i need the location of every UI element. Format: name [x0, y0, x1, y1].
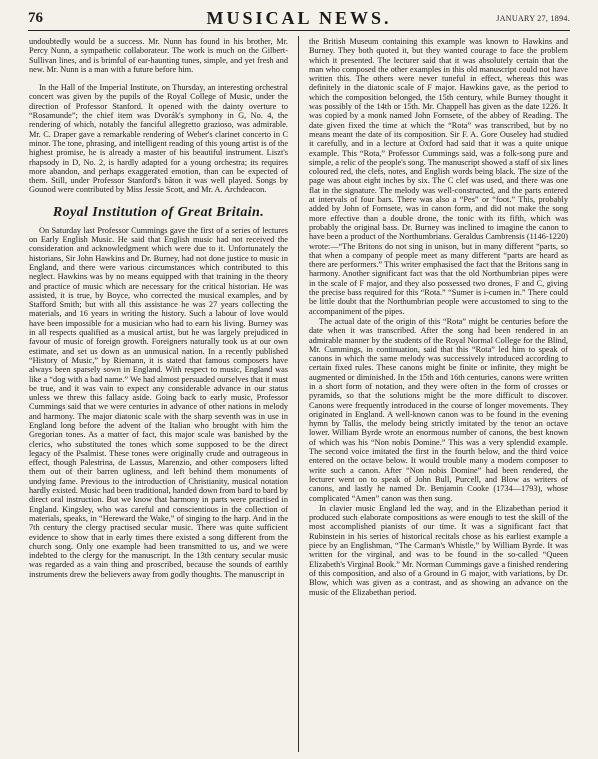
article-paragraph: On Saturday last Professor Cummings gave the first of a series of lectures on Early English Music. He said that English music had not received the consideration and acknowledgment which were due to it. Unfortunately the historians, Sir John Hawkins and Dr. Burney, had not done justice to music in England, and there were various circumstances which contributed to this neglect. Hawkins was by no means equipped with that training in the theory and practice of music which are necessary for the critical historian. He was assisted, it is true, by Boyce, who corrected the musical examples, and by Stafford Smith; but with all this assistance he was 27 years collecting the materials, and 16 years in writing the history. Such a labour of love would have been impossible for a musician who had to earn his living. Burney was in all respects qualified as a musical artist, but he was largely prejudiced in favour of music of foreign growth. Foreigners naturally took us at our own estimate, and set us down as an unmusical nation. In a recently published “History of Music,” by Riemann, it is stated that famous composers have always been sparsely sown in England. With respect to music, England was like a “dog with a bad name.” We had almost persuaded ourselves that it must be true, and it was vain to expect any considerable advance in our status unless we threw this fallacy aside. Going back to early music, Professor Cummings said that we were centuries in advance of other nations in melody and harmony. The major diatonic scale with the sharp seventh was in use in England long before the advent of the Italian who brought with him the Gregorian tones. As a matter of fact, this major scale was banished by the clerics, who substituted the tones which some supposed to be the direct legacy of the Psalmist. These tones were originally crude and outrageous in effect, though Palestrina, de Lassus, Marenzio, and other composers lifted them out of their barren ugliness, and left behind them monuments of undying fame. Previous to the introduction of Christianity, musical notation hardly existed. Music had been traditional, handed down from bard to bard by direct oral instruction. But we know that harmony in parts were practised in England. Kingsley, who was careful and conscientious in the collection of materials, speaks, in “Hereward the Wake,” of singing to the harp. And in the 7th century the clergy practised secular music. There was quite sufficient evidence to show that in early times there existed a song different from the church song. Only one example had been transmitted to us, and we were indebted to the clergy for the manuscript. In the 13th century secular music was regarded as a vain thing and proscribed, because the sounds of earthly instruments drew the believers away from godly thoughts. The manuscript in — [29, 225, 288, 579]
article-paragraph: undoubtedly would be a success. Mr. Nunn has found in his brother, Mr. Percy Nunn, a sympathetic collaborateur. The work is much on the Gilbert-Sullivan lines, and is brimful of ear-haunting tunes, simple, and yet fresh and new. Mr. Nunn is a man with a future before him. — [29, 37, 288, 74]
section-heading: Royal Institution of Great Britain. — [52, 204, 265, 220]
left-column — [29, 37, 288, 751]
article-paragraph: The actual date of the origin of this “Rota” might be centuries before the date when it was transcribed. After the song had been rendered in an admirable manner by the students of the Royal Normal College for the Blind, Mr. Cummings, in continuation, said that this “Rota” led him to speak of canons in which the same melody was successively introduced according to certain fixed rules. These canons might be finite or infinite, they might be augmented or diminished. In the 15th and 16th centuries, canons were written in a short form of notation, and they were often in the form of crosses or pyramids, so that the solutions might be the more difficult to discover. Canons were frequently introduced in the course of longer movements. They originated in England. A well-known canon was to be found in the evening hymn by Tallis, the melody being strictly imitated by the tenor an octave lower. William Byrde wrote an enormous number of canons, the best known of which was his “Non nobis Domine.” This was a very splendid example. The second voice imitated the first in the fourth below, and the third voice entered on the octave below. It would trouble many a modern composer to write such a canon. After “Non nobis Domine” had been rendered, the lecturer went on to speak of John Bull, Purcell, and Blow as writers of canons, and lastly he named Dr. Benjamin Cooke (1734—1793), whose complicated “Amen” canon was then sung. — [309, 316, 568, 503]
column-divider — [298, 36, 299, 752]
right-column — [309, 37, 568, 751]
article-paragraph: In clavier music England led the way, and in the Elizabethan period it produced such elaborate compositions as were enough to test the skill of the most accomplished pianists of our time. It was a significant fact that Rubinstein in his series of historical recitals chose as his earliest example a piece by an Englishman, “The Carman's Whistle,” by William Byrde. It was written for the virginal, and was to be found in the so-called “Queen Elizabeth's Virginal Book.” Mr. Norman Cummings gave a finished rendering of this composition, and also of a Ground in G major, with variations, by Dr. Blow, which was given as a contrast, and as showing an advance on the music of the Elizabethan period. — [309, 503, 568, 597]
page-number: 76 — [28, 10, 43, 26]
header-rule — [28, 30, 570, 31]
page-header — [28, 8, 570, 30]
article-paragraph: the British Museum containing this example was known to Hawkins and Burney. They both quoted it, but they wanted courage to face the problem which it presented. The lecturer said that it was absolutely certain that the man who composed the other examples in this old manuscript could not have written this. The others were never tuneful in effect, whereas this was definitely in the diatonic scale of F major. Hawkins gave, as the period to which the composition belonged, the 15th century, while Burney thought it was possibly of the 14th or 15th. Mr. Chappell has given as the date 1226. It was copied by a monk named John Fornsete, of the abbey of Reading. The date given fixed the time at which the “Rota” was transcribed, but by no means meant the date of its composition. Sir F. A. Gore Ouseley had studied it carefully, and in a lecture at Oxford had said that it was a quite unique example. This “Rota,” Professor Cummings said, was a folk-song pure and simple, a relic of the people's song. The manuscript showed a staff of six lines coloured red, the clefs, notes, and English words being black. The size of the page was about eight inches by six. The C clef was used, and there was one flat in the signature. The melody was well-constructed, and the parts entered at intervals of four bars. There was also a “Pes” or “foot.” This, probably added by John of Fornsete, was in canon form, and did not make the song more effective than a double drone, the tonic with its fifth, which was probably the original bass. Dr. Burney was inclined to imagine the canon to have been a product of the Northumbrians. Geraldus Cambrensis (1146-1220) wrote:—“The Britons do not sing in unison, but in many different “parts, so that when a company of people meet as many different “parts are heard as there are performers.” This writer emphasised the fact that the Britons sang in harmony. Another significant fact was that the old Northumbrian pipes were in the scale of F major, and they also possessed two drones, F and C, giving the precise bass required for this “Rota.” “Sumer is i-cumen in.” There could be little doubt that the Northumbrian people were accustomed to sing to the accompaniment of the pipes. — [309, 37, 568, 316]
article-paragraph: In the Hall of the Imperial Institute, on Thursday, an interesting orchestral concert was given by the pupils of the Royal College of Music, under the direction of Professor Stanford. It opened with the dainty overture to “Rosamunde”; the chief item was Dvorák's symphony in G, No. 4, the rendering of which, notably the fanciful allegretto grazioso, was admirable. Mr. C. Draper gave a remarkable rendering of Weber's clarinet concerto in C minor. The tone, phrasing, and intelligent reading of this young artist is of the highest promise, he is already a master of his beautiful instrument. Liszt's rhapsody in D, No. 2, is hardly adapted for a young orchestra; its requires more abandon, and perhaps exaggerated emotion, than can be expected of them. Still, under Professor Stanford's bâton it was well played. Songs by Gounod were contributed by Miss Jessie Scott, and Mr. A. Archdeacon. — [29, 83, 288, 195]
issue-date: JANUARY 27, 1894. — [496, 14, 570, 23]
masthead-title: MUSICAL NEWS. — [206, 8, 392, 28]
